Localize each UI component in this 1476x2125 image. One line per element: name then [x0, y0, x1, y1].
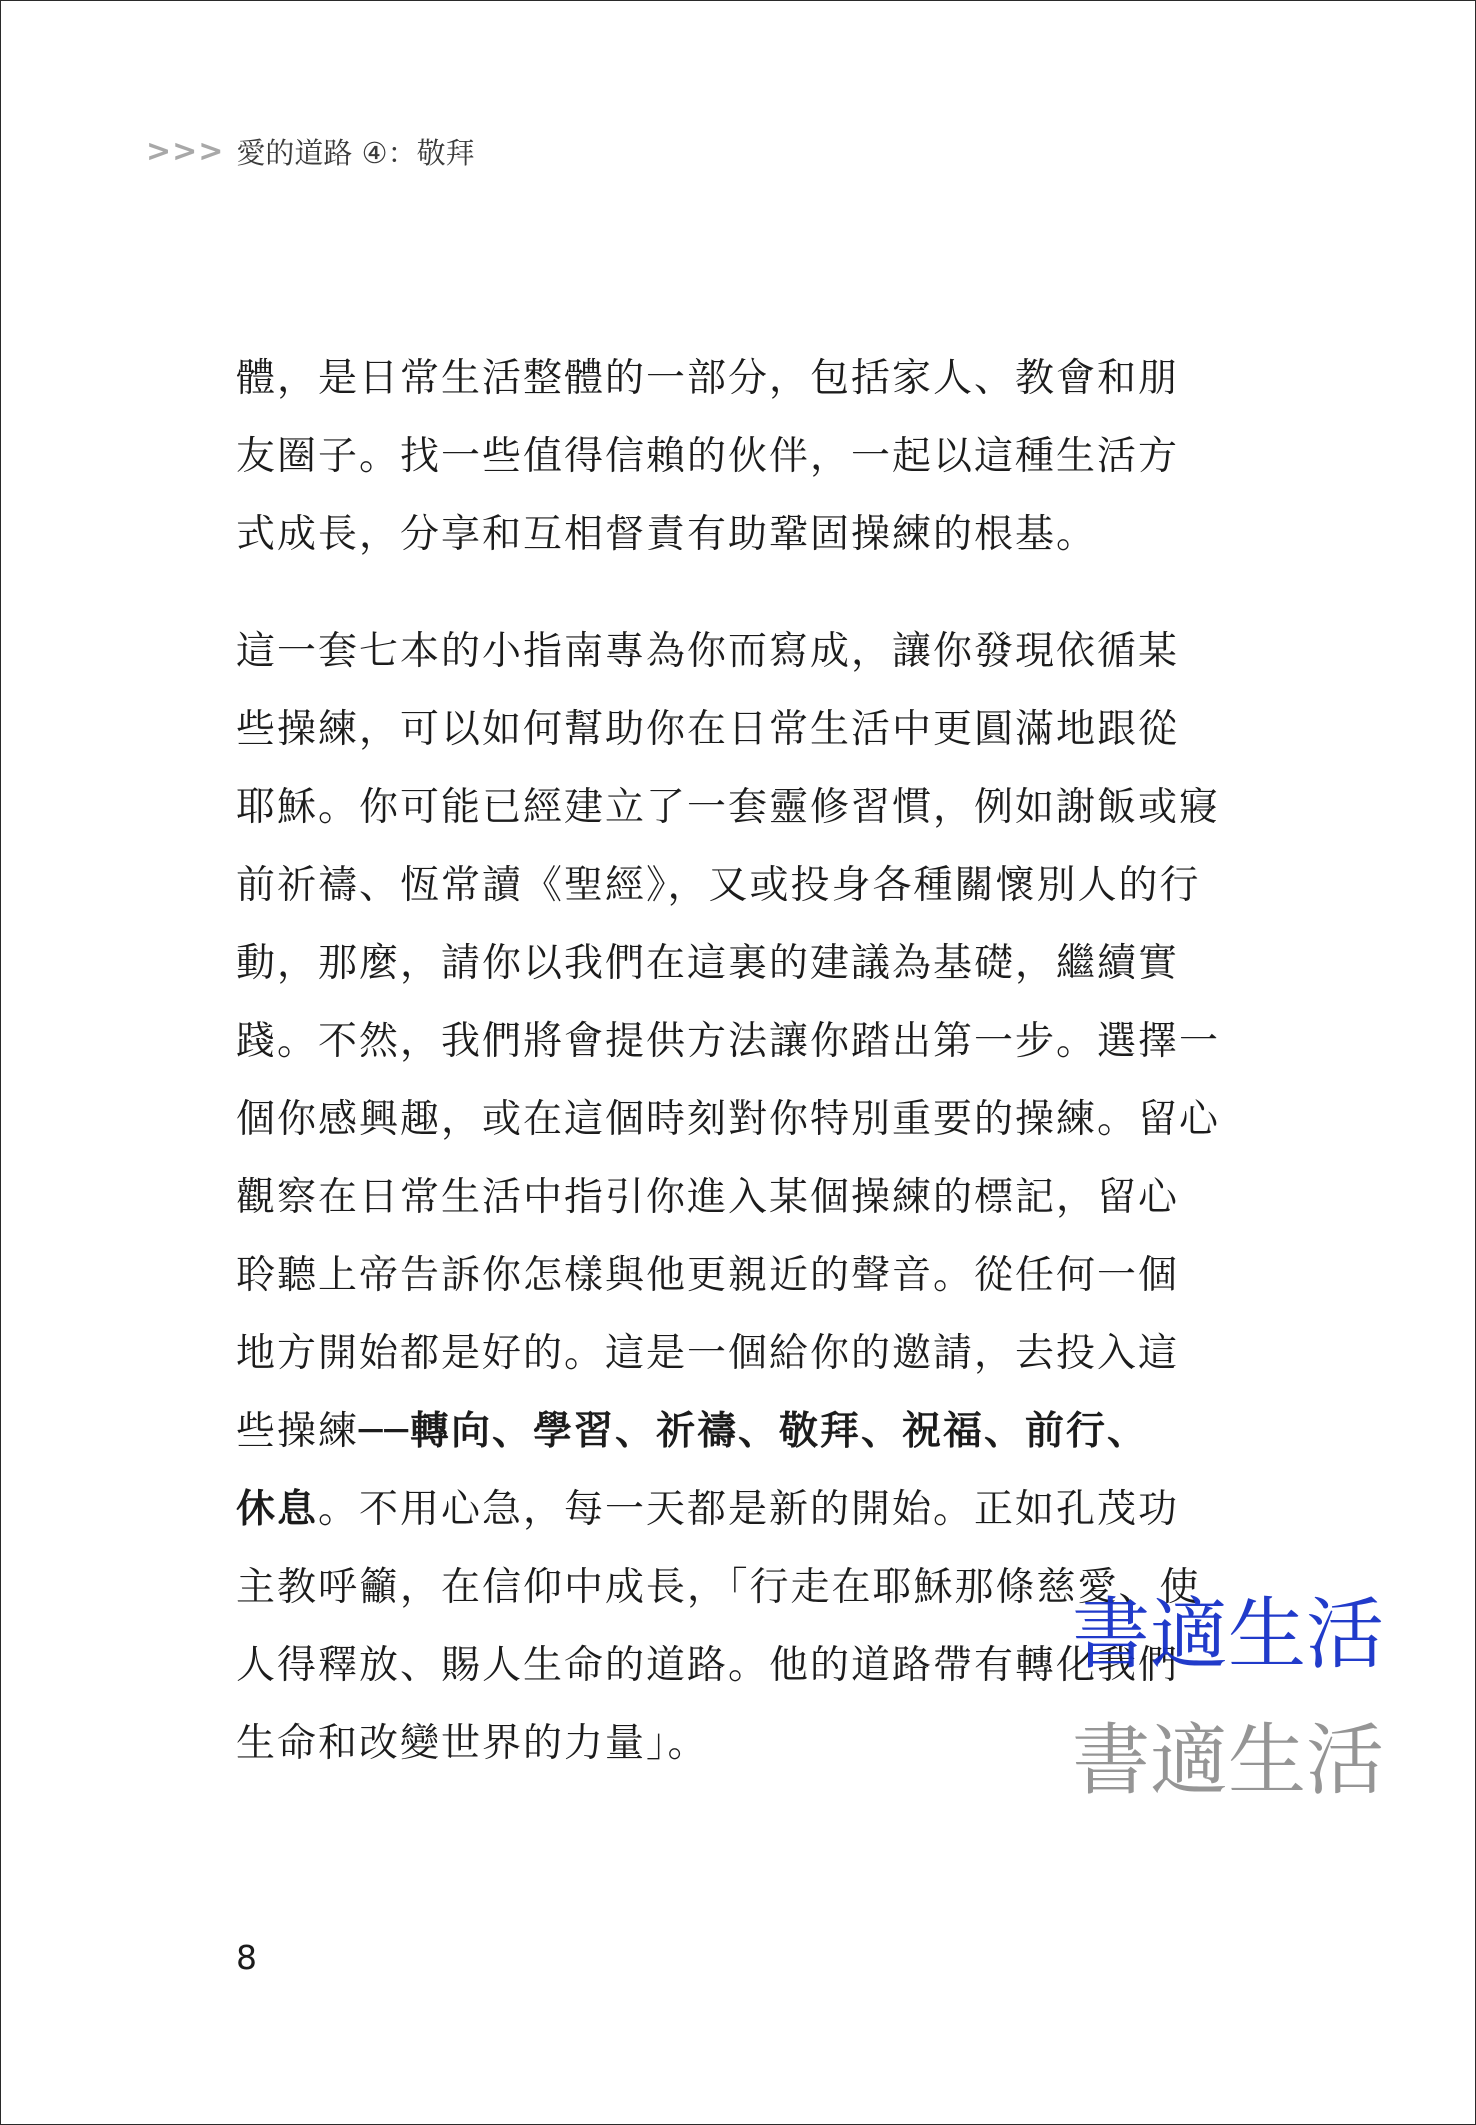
header-arrows-icon: >>>: [146, 133, 225, 169]
text-segment: 觀察在日常生活中指引你進入某個操練的標記，留心: [236, 1175, 1180, 1220]
watermark-blue: 書適生活: [1071, 1590, 1384, 1680]
text-segment: 主教呼籲，在信仰中成長，「行走在耶穌那條慈愛、使: [236, 1565, 1201, 1610]
text-segment: 生命和改變世界的力量」。: [236, 1721, 709, 1766]
text-segment: 個你感興趣，或在這個時刻對你特別重要的操練。留心: [236, 1097, 1221, 1142]
text-segment: 地方開始都是好的。這是一個給你的邀請，去投入這: [236, 1331, 1180, 1376]
text-segment: 式成長，分享和互相督責有助鞏固操練的根基。: [236, 512, 1098, 557]
text-line: [236, 769, 1236, 847]
text-line: [236, 1471, 1236, 1549]
text-segment: 些操練──: [236, 1409, 410, 1454]
text-line: [236, 418, 1236, 496]
text-line: [236, 691, 1236, 769]
text-line: [236, 340, 1236, 418]
text-line: [236, 1315, 1236, 1393]
page-number: 8: [236, 1938, 257, 1977]
paragraph: [236, 340, 1236, 574]
text-segment: 。不用心急，每一天都是新的開始。正如孔茂功: [318, 1487, 1180, 1532]
running-header: [146, 128, 475, 174]
text-line: [236, 1237, 1236, 1315]
text-line: [236, 925, 1236, 1003]
text-segment: 踐。不然，我們將會提供方法讓你踏出第一步。選擇一: [236, 1019, 1221, 1064]
text-segment: 動，那麼，請你以我們在這裏的建議為基礎，繼續實: [236, 941, 1180, 986]
text-segment: 這一套七本的小指南專為你而寫成，讓你發現依循某: [236, 629, 1180, 674]
text-line: [236, 613, 1236, 691]
text-segment: 些操練，可以如何幫助你在日常生活中更圓滿地跟從: [236, 707, 1180, 752]
text-segment: 體，是日常生活整體的一部分，包括家人、教會和朋: [236, 356, 1180, 401]
text-segment: 人得釋放、賜人生命的道路。他的道路帶有轉化我們: [236, 1643, 1180, 1688]
bold-segment: 轉向、學習、祈禱、敬拜、祝福、前行、: [409, 1409, 1148, 1454]
text-line: [236, 847, 1236, 925]
body-text: [236, 340, 1236, 1783]
bold-segment: 休息: [236, 1487, 319, 1532]
text-segment: 前祈禱、恆常讀《聖經》，又或投身各種關懷別人的行: [236, 863, 1201, 908]
text-line: [236, 496, 1236, 574]
text-line: [236, 1159, 1236, 1237]
header-title: 愛的道路 ④：敬拜: [236, 135, 475, 170]
text-segment: 友圈子。找一些值得信賴的伙伴，一起以這種生活方: [236, 434, 1180, 479]
text-segment: 聆聽上帝告訴你怎樣與他更親近的聲音。從任何一個: [236, 1253, 1180, 1298]
text-line: [236, 1393, 1236, 1471]
text-line: [236, 1081, 1236, 1159]
watermark-grey: 書適生活: [1071, 1716, 1384, 1806]
text-segment: 耶穌。你可能已經建立了一套靈修習慣，例如謝飯或寢: [236, 785, 1221, 830]
text-line: [236, 1003, 1236, 1081]
